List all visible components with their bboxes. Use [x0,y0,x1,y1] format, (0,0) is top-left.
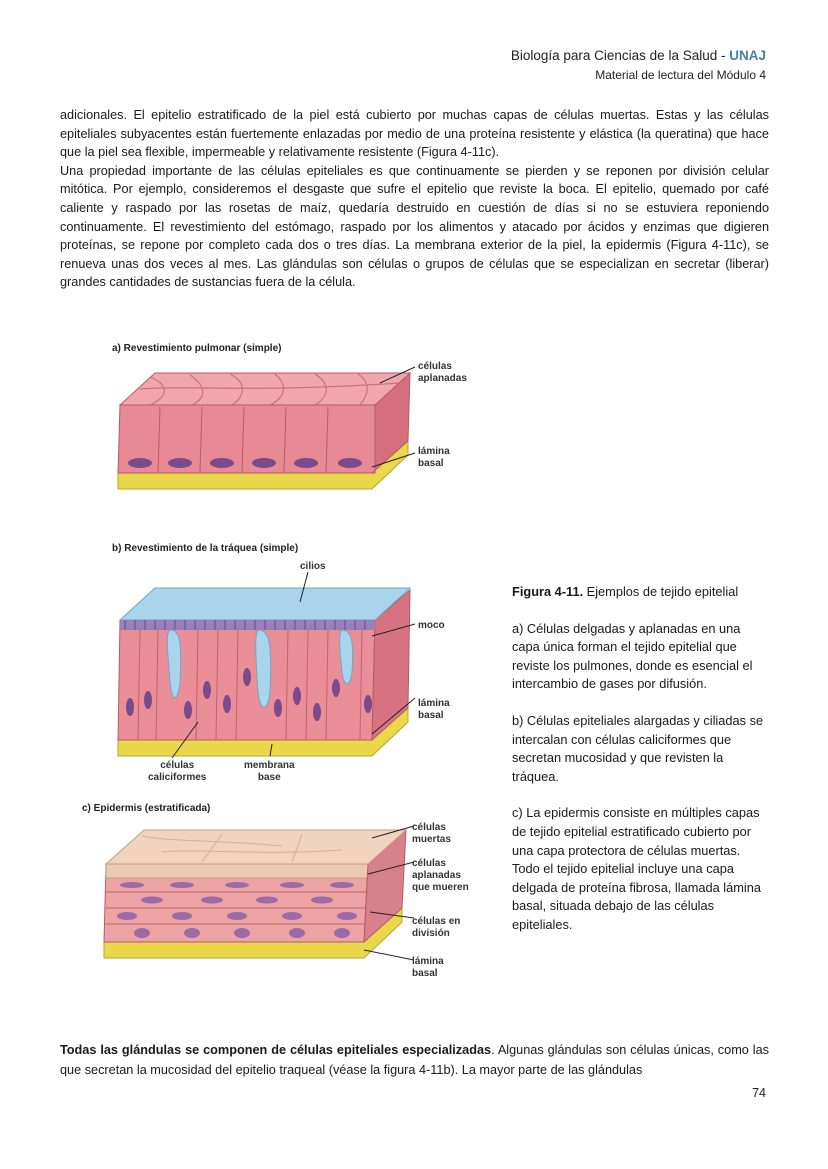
bottom-bold-lead: Todas las glándulas se componen de células epiteliales especializadas [60,1043,492,1057]
panel-c-illustration [102,822,412,982]
paragraph-2: Una propiedad importante de las células epiteliales es que continuamente se pierden y se reponen por división celular mitótica. Por ejemplo, consideremos el desgaste que sufre el epitelio que reviste la boca. El epitelio, quemado por café caliente y raspado por las rosetas de maíz, quedaría destruido en cuestión de días si no se estuviera reponiendo continuamente. El revestimiento del estómago, raspado por los alimentos y atacado por ácidos y enzimas que digieren proteínas, se repone por completo cada dos o tres días. La membrana exterior de la piel, la epidermis (Figura 4-11c), se renueva unas dos veces al mes. Las glándulas son células o grupos de células que se especializan en secretar (liberar) grandes cantidades de sustancias fuera de la célula. [60,163,769,290]
paragraph-1: adicionales. El epitelio estratificado de la piel está cubierto por muchas capas de células muertas. Estas y las células epiteliales subyacentes están fuertemente enlazadas por medio de una proteína resistente y elástica (la queratina) que hace que la piel sea flexible, impermeable y relativamente resistente (Figura 4-11c). [60,108,769,160]
label-cilia: cilios [300,561,326,572]
header-accent: UNAJ [729,48,766,63]
label-dying-cells: células aplanadas que mueren [412,858,469,893]
label-basal-a: lámina basal [418,446,450,469]
page-header [511,48,766,82]
panel-a-title: a) Revestimiento pulmonar (simple) [112,343,282,354]
panel-c-title: c) Epidermis (estratificada) [82,803,211,814]
header-title: Biología para Ciencias de la Salud - UNAJ [510,48,766,63]
header-subtitle: Material de lectura del Módulo 4 [595,68,766,82]
caption-item-b: b) Células epiteliales alargadas y ciliadas se intercalan con células caliciformes que secretan mucosidad y que revisten la tráquea. [512,712,764,784]
label-base-membrane: membrana base [244,760,295,783]
caption-title: Figura 4-11. Ejemplos de tejido epitelial [512,584,739,599]
label-dead-cells: células muertas [412,822,451,845]
label-basal-c: lámina basal [412,956,444,979]
panel-a-illustration [110,355,420,495]
label-dividing-cells: células en división [412,916,461,939]
caption-item-a: a) Células delgadas y aplanadas en una capa única forman el tejido epitelial que reviste los pulmones, donde es esencial el intercambio de gases por difusión. [512,620,753,692]
page-number: 74 [752,1086,766,1100]
body-text [60,106,769,292]
label-flattened-cells: células aplanadas [418,361,467,384]
label-mucus: moco [418,620,445,631]
caption-item-c: c) La epidermis consiste en múltiples capas de tejido epitelial estratificado cubierto por una capa protectora de células muertas. Todo el tejido epitelial incluye una capa delgada de proteína fibrosa, llamada lámina basal, situada debajo de las células epiteliales. [512,805,761,932]
label-basal-b: lámina basal [418,698,450,721]
panel-b-title: b) Revestimiento de la tráquea (simple) [112,543,299,554]
bottom-paragraph: Todas las glándulas se componen de células epiteliales especializadas. Algunas glándulas son células únicas, como las que secretan la mucosidad del epitelio traqueal (véase la figura 4-11b). La mayor parte de las glándulas [60,1043,769,1077]
panel-b-illustration [110,572,420,772]
figure-caption [512,583,764,953]
label-goblet-cells: células caliciformes [148,760,207,783]
